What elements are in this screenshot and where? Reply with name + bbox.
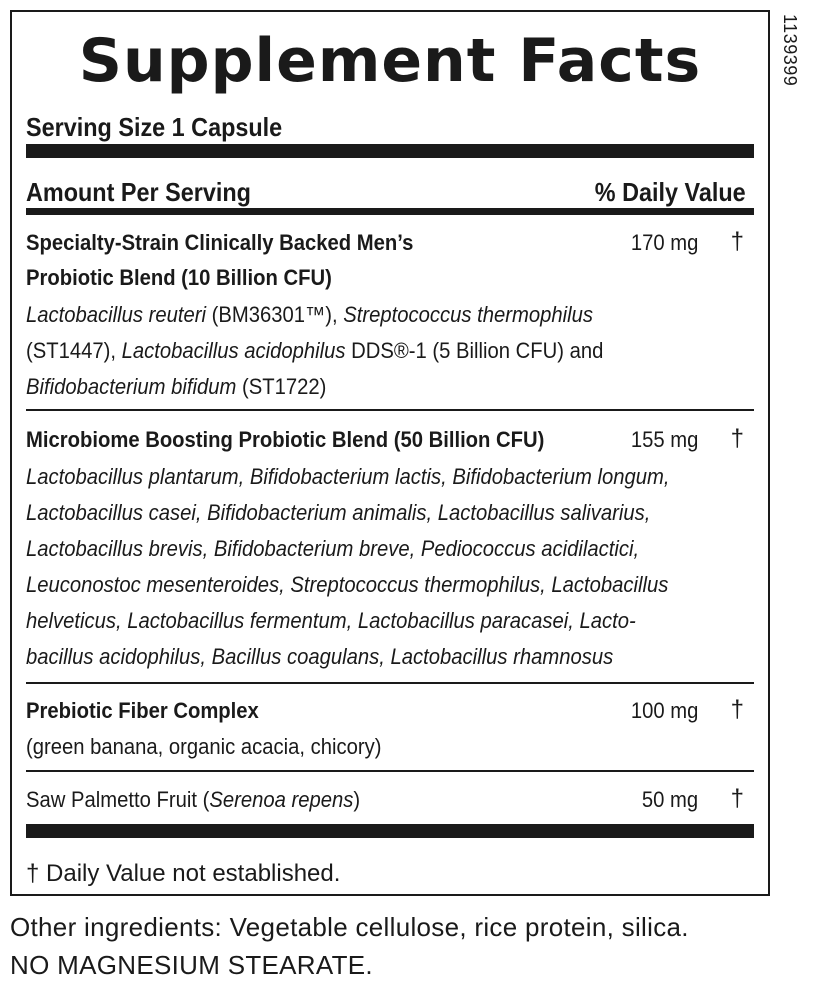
serving-size: Serving Size 1 Capsule: [26, 112, 283, 142]
supplement-facts-panel: [10, 10, 770, 896]
row-divider: [26, 409, 754, 411]
ingredient-amount: 50 mg: [641, 787, 698, 812]
product-code-text: 1139399: [780, 14, 800, 87]
ingredient-amount: 155 mg: [630, 427, 698, 452]
ingredient-description: Bifidobacterium bifidum (ST1722): [26, 374, 327, 399]
thick-divider: [26, 144, 754, 158]
ingredient-amount: 100 mg: [630, 698, 698, 723]
no-magnesium-stearate: NO MAGNESIUM STEARATE.: [10, 950, 373, 980]
row-divider: [26, 770, 754, 772]
thick-divider: [26, 824, 754, 838]
ingredient-amount: 170 mg: [630, 230, 698, 255]
panel-title: Supplement Facts: [78, 26, 702, 96]
dagger-mark: †: [730, 425, 744, 452]
daily-value-header: % Daily Value: [595, 177, 746, 207]
dagger-mark: †: [730, 785, 744, 812]
dagger-mark: †: [730, 696, 744, 723]
ingredient-description: bacillus acidophilus, Bacillus coagulans, Lactobacillus rhamnosus: [26, 644, 614, 669]
ingredient-description: Lactobacillus plantarum, Bifidobacterium lactis, Bifidobacterium longum,: [26, 464, 670, 489]
ingredient-description: Lactobacillus casei, Bifidobacterium animalis, Lactobacillus salivarius,: [26, 500, 651, 525]
ingredient-name: Microbiome Boosting Probiotic Blend (50 Billion CFU): [26, 427, 545, 452]
ingredient-name: Prebiotic Fiber Complex: [26, 698, 259, 723]
ingredient-description: Lactobacillus brevis, Bifidobacterium breve, Pediococcus acidilactici,: [26, 536, 640, 561]
ingredient-description: (ST1447), Lactobacillus acidophilus DDS®-1 (5 Billion CFU) and: [26, 338, 604, 363]
side-product-code: [776, 14, 806, 124]
ingredient-description: (green banana, organic acacia, chicory): [26, 734, 382, 759]
amount-per-serving-header: Amount Per Serving: [26, 177, 251, 207]
ingredient-description: Lactobacillus reuteri (BM36301™), Streptococcus thermophilus: [26, 302, 594, 327]
dagger-mark: †: [730, 228, 744, 255]
row-divider: [26, 682, 754, 684]
other-ingredients: Other ingredients: Vegetable cellulose, rice protein, silica.: [10, 912, 689, 942]
ingredient-description: Leuconostoc mesenteroides, Streptococcus thermophilus, Lactobacillus: [26, 572, 669, 597]
header-divider: [26, 208, 754, 215]
ingredient-name: Specialty-Strain Clinically Backed Men’s: [26, 230, 414, 255]
ingredient-description: helveticus, Lactobacillus fermentum, Lactobacillus paracasei, Lacto-: [26, 608, 636, 633]
ingredient-name: Saw Palmetto Fruit (Serenoa repens): [26, 787, 361, 812]
ingredient-name: Probiotic Blend (10 Billion CFU): [26, 265, 332, 290]
daily-value-footnote: † Daily Value not established.: [26, 860, 341, 887]
